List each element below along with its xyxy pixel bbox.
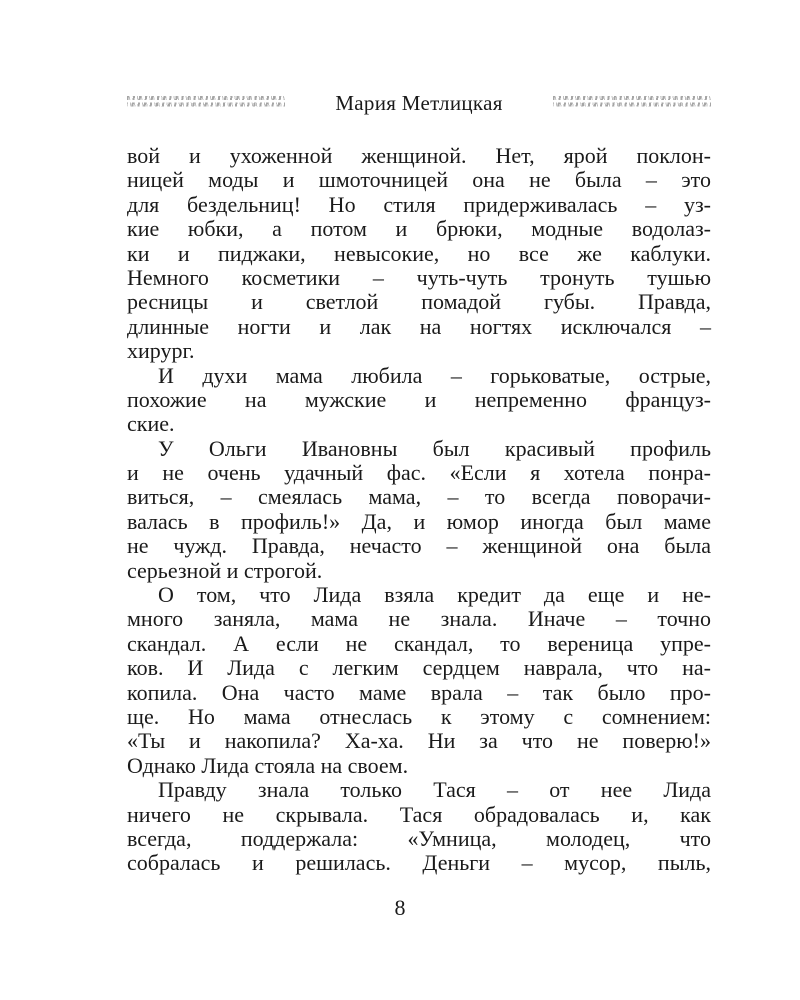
- text-line: похожие на мужские и непременно француз-: [127, 386, 711, 412]
- paragraph: [127, 583, 711, 778]
- text-line: Однако Лида стояла на своем.: [127, 752, 409, 778]
- text-line: У Ольги Ивановны был красивый профиль: [158, 435, 711, 461]
- left-ornament-icon: [127, 96, 285, 110]
- text-line: ще. Но мама отнеслась к этому с сомнением:: [127, 703, 711, 729]
- running-header: [127, 88, 711, 118]
- text-line: хирург.: [127, 338, 195, 364]
- text-line: вой и ухоженной женщиной. Нет, ярой поклон-: [127, 143, 711, 168]
- paragraph: [127, 778, 711, 876]
- text-line: копила. Она часто маме врала – так было про-: [127, 679, 711, 705]
- page-number: 8: [394, 895, 406, 920]
- text-line: Правду знала только Тася – от нее Лида: [158, 777, 711, 803]
- text-line: серьезной и строгой.: [127, 557, 323, 583]
- text-line: и не очень удачный фас. «Если я хотела понра-: [127, 460, 711, 486]
- paragraph: [127, 144, 711, 364]
- text-line: кие юбки, а потом и брюки, модные водолаз-: [127, 216, 711, 242]
- text-line: длинные ногти и лак на ногтях исключался –: [127, 313, 711, 339]
- text-line: всегда, поддержала: «Умница, молодец, что: [127, 825, 711, 851]
- paragraph: [127, 437, 711, 583]
- text-line: ки и пиджаки, невысокие, но все же каблуки.: [127, 240, 711, 266]
- body-text: [127, 144, 711, 876]
- text-line: ничего не скрывала. Тася обрадовалась и, как: [127, 801, 711, 827]
- text-line: «Ты и накопила? Ха-ха. Ни за что не поверю!»: [127, 728, 711, 754]
- text-line: Немного косметики – чуть-чуть тронуть тушью: [127, 264, 711, 290]
- text-line: виться, – смеялась мама, – то всегда поворачи-: [127, 484, 711, 510]
- running-title: Мария Метлицкая: [335, 90, 503, 115]
- text-line: ков. И Лида с легким сердцем наврала, что на-: [127, 655, 711, 681]
- text-line: ские.: [127, 411, 175, 437]
- text-line: много заняла, мама не знала. Иначе – точно: [127, 606, 711, 632]
- text-line: не чужд. Правда, нечасто – женщиной она была: [127, 533, 711, 559]
- text-line: ницей моды и шмоточницей она не была – это: [127, 167, 711, 193]
- text-line: О том, что Лида взяла кредит да еще и не-: [158, 582, 711, 608]
- paragraph: [127, 364, 711, 437]
- text-line: скандал. А если не скандал, то вереница упре-: [127, 630, 711, 656]
- text-line: ресницы и светлой помадой губы. Правда,: [127, 289, 711, 315]
- text-line: для бездельниц! Но стиля придерживалась – уз-: [127, 191, 711, 217]
- text-line: валась в профиль!» Да, и юмор иногда был маме: [127, 508, 711, 534]
- text-line: собралась и решилась. Деньги – мусор, пыль,: [127, 850, 711, 876]
- right-ornament-icon: [553, 96, 711, 110]
- text-line: И духи мама любила – горьковатые, острые,: [158, 362, 711, 388]
